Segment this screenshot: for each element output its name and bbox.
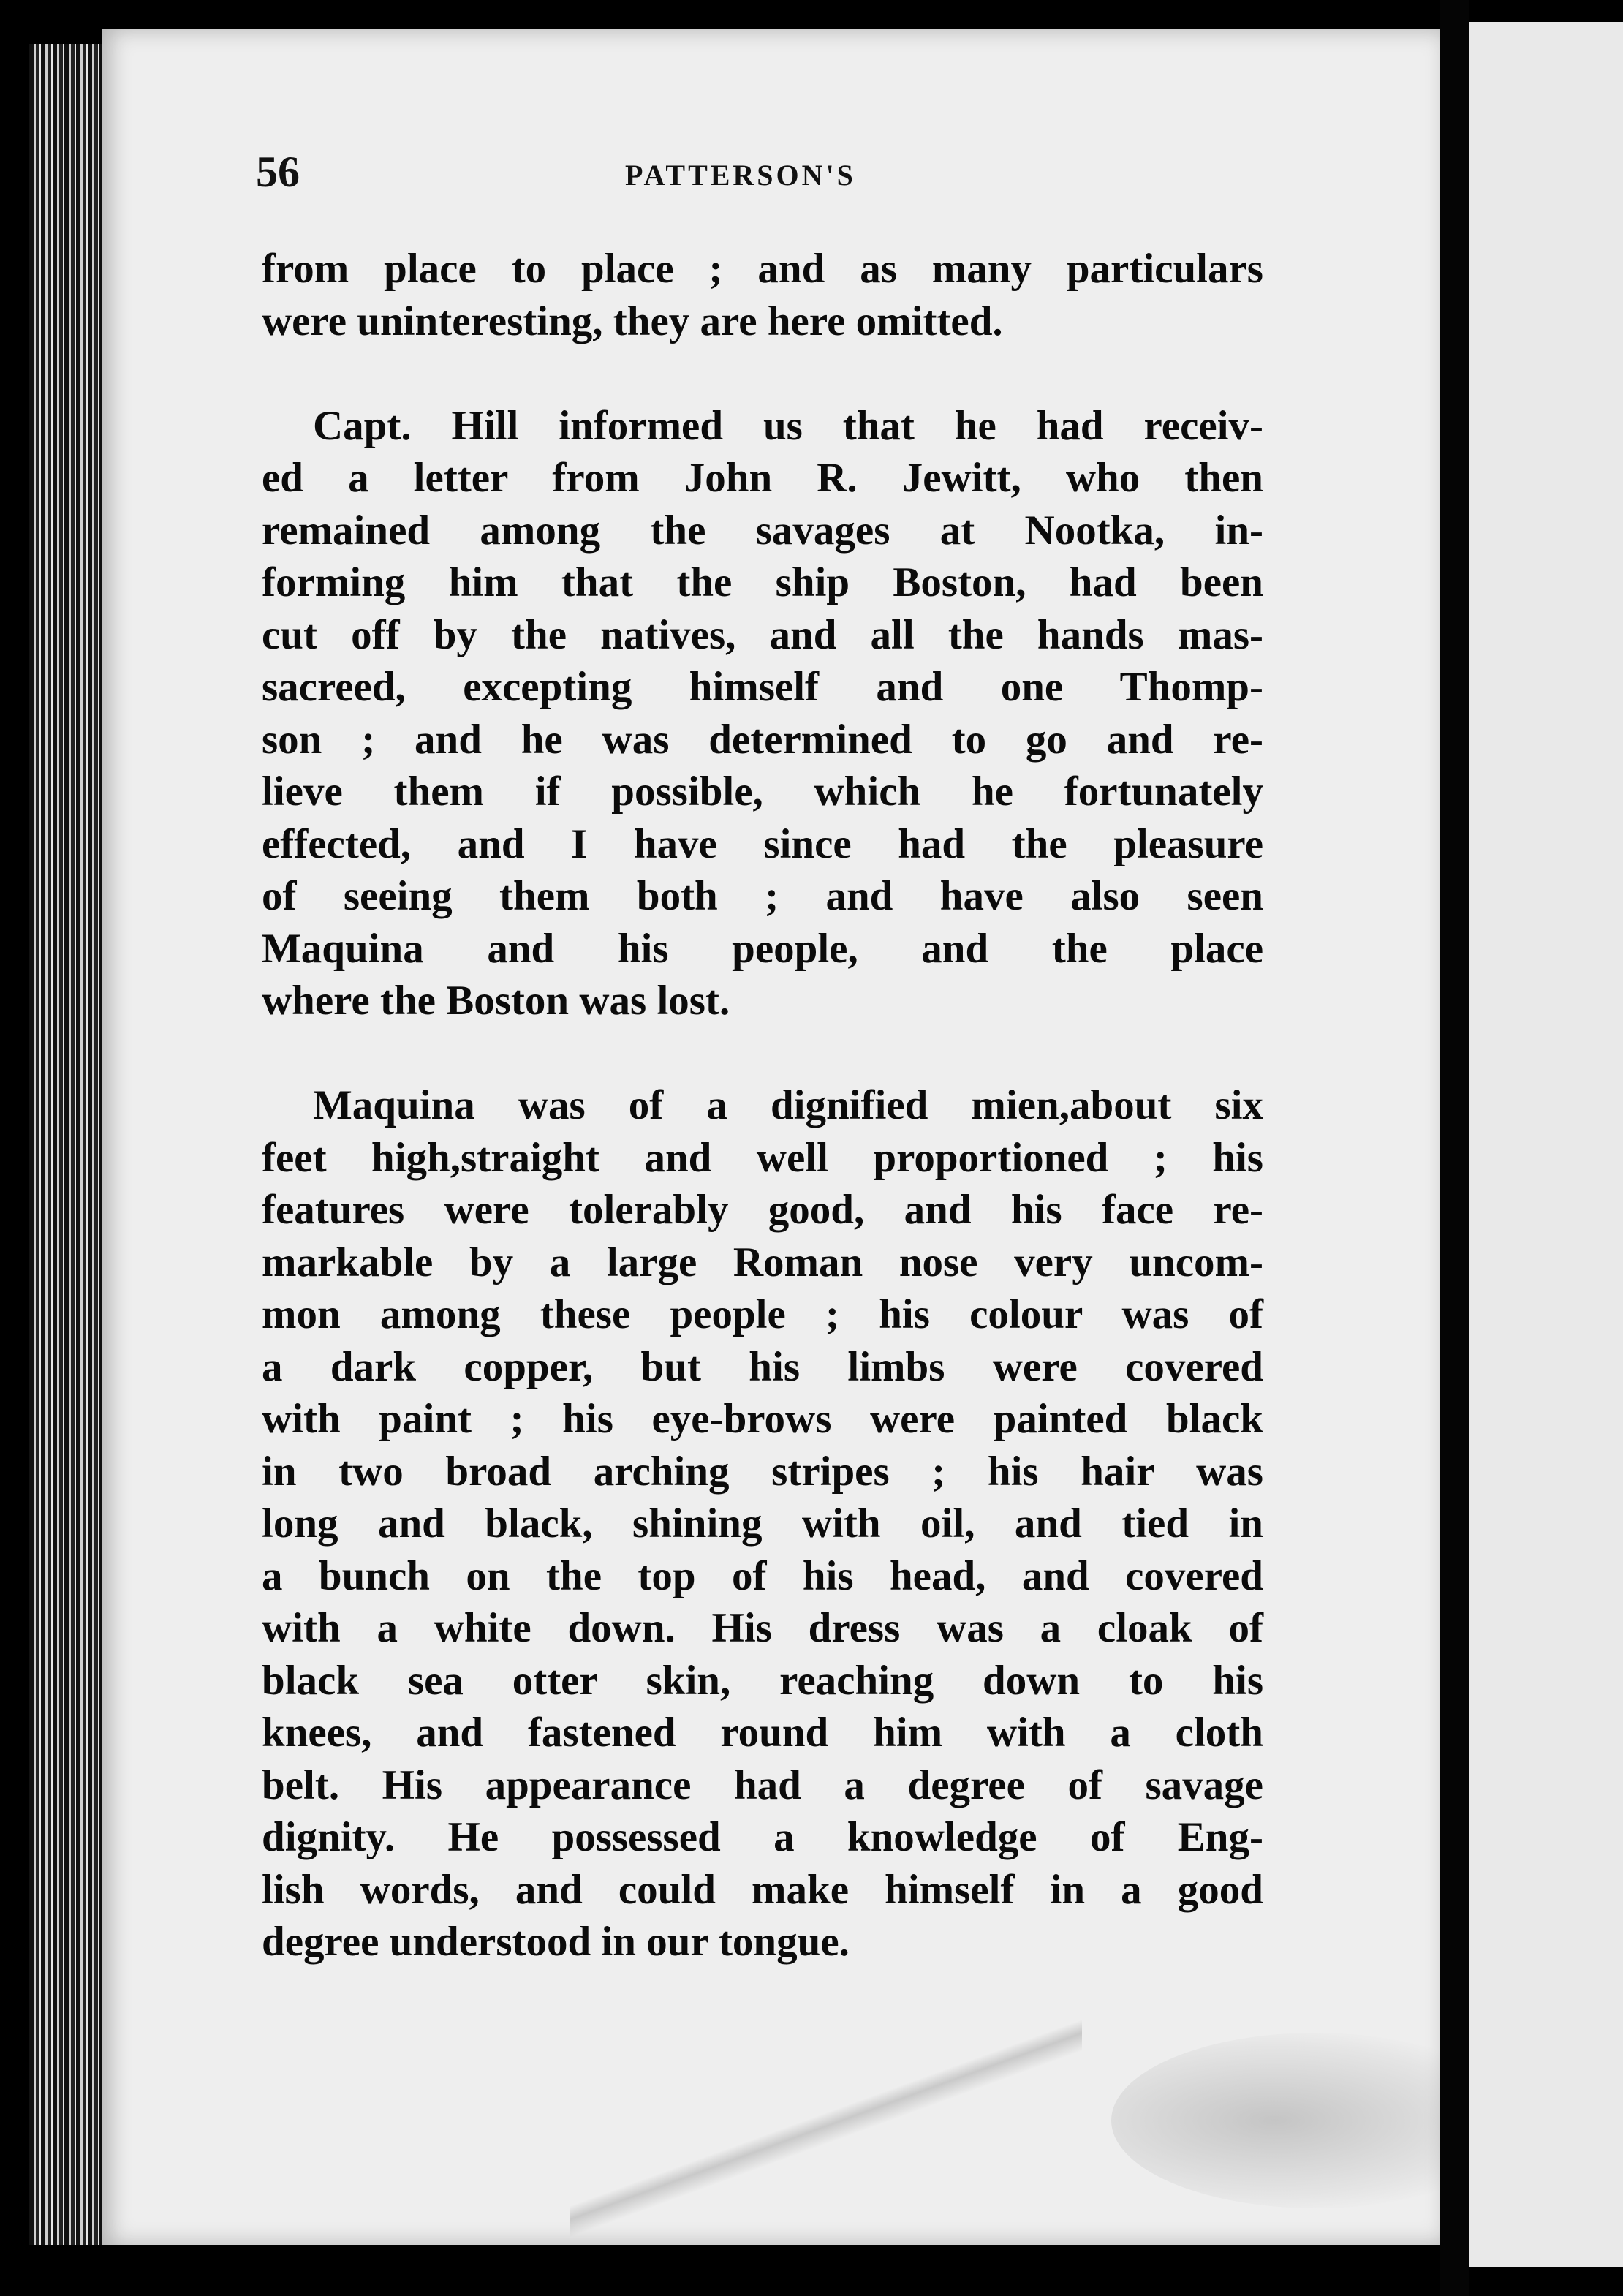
- running-title: PATTERSON'S: [625, 159, 856, 192]
- text-line: long and black, shining with oil, and tied in: [262, 1500, 1263, 1547]
- text-line: knees, and fastened round him with a cloth: [262, 1710, 1263, 1756]
- facing-page-edge: [1469, 22, 1623, 2267]
- paragraph-gap: [262, 1027, 1263, 1080]
- text-line: Capt. Hill informed us that he had receiv-: [313, 402, 1263, 449]
- text-line: with paint ; his eye-brows were painted black: [262, 1396, 1263, 1442]
- text-line: mon among these people ; his colour was of: [262, 1291, 1263, 1337]
- text-line: dignity. He possessed a knowledge of Eng-: [262, 1814, 1263, 1860]
- text-line: features were tolerably good, and his face re-: [262, 1187, 1263, 1233]
- text-line: in two broad arching stripes ; his hair was: [262, 1448, 1263, 1495]
- text-line: lieve them if possible, which he fortunately: [262, 769, 1263, 815]
- text-line: Maquina and his people, and the place: [262, 925, 1263, 972]
- page-number: 56: [256, 148, 300, 196]
- page-crease: [570, 2004, 1082, 2267]
- text-line: feet high,straight and well proportioned ; his: [262, 1134, 1263, 1181]
- text-line: Maquina was of a dignified mien,about six: [313, 1082, 1263, 1128]
- text-line: markable by a large Roman nose very uncom-: [262, 1239, 1263, 1285]
- text-line: remained among the savages at Nootka, in-: [262, 507, 1263, 554]
- text-line: cut off by the natives, and all the hands mas-: [262, 611, 1263, 658]
- text-line: forming him that the ship Boston, had been: [262, 559, 1263, 605]
- text-line: where the Boston was lost.: [262, 978, 730, 1024]
- text-line: ed a letter from John R. Jewitt, who then: [262, 455, 1263, 501]
- text-line: from place to place ; and as many particulars: [262, 246, 1263, 292]
- text-line: sacreed, excepting himself and one Thomp-: [262, 664, 1263, 710]
- book-gutter: [1440, 0, 1469, 2296]
- text-line: black sea otter skin, reaching down to his: [262, 1657, 1263, 1704]
- text-line: a dark copper, but his limbs were covered: [262, 1343, 1263, 1390]
- text-line: son ; and he was determined to go and re-: [262, 716, 1263, 763]
- body-text: [262, 243, 1263, 1968]
- text-line: degree understood in our tongue.: [262, 1919, 850, 1965]
- text-line: a bunch on the top of his head, and covered: [262, 1552, 1263, 1599]
- running-head: [256, 146, 1279, 197]
- text-line: effected, and I have since had the pleasure: [262, 820, 1263, 867]
- text-line: with a white down. His dress was a cloak of: [262, 1605, 1263, 1651]
- text-line: were uninteresting, they are here omitted.: [262, 298, 1003, 344]
- text-line: of seeing them both ; and have also seen: [262, 873, 1263, 919]
- book-fore-edge: [29, 44, 110, 2245]
- text-line: lish words, and could make himself in a good: [262, 1866, 1263, 1913]
- paragraph-gap: [262, 347, 1263, 400]
- text-line: belt. His appearance had a degree of savage: [262, 1761, 1263, 1808]
